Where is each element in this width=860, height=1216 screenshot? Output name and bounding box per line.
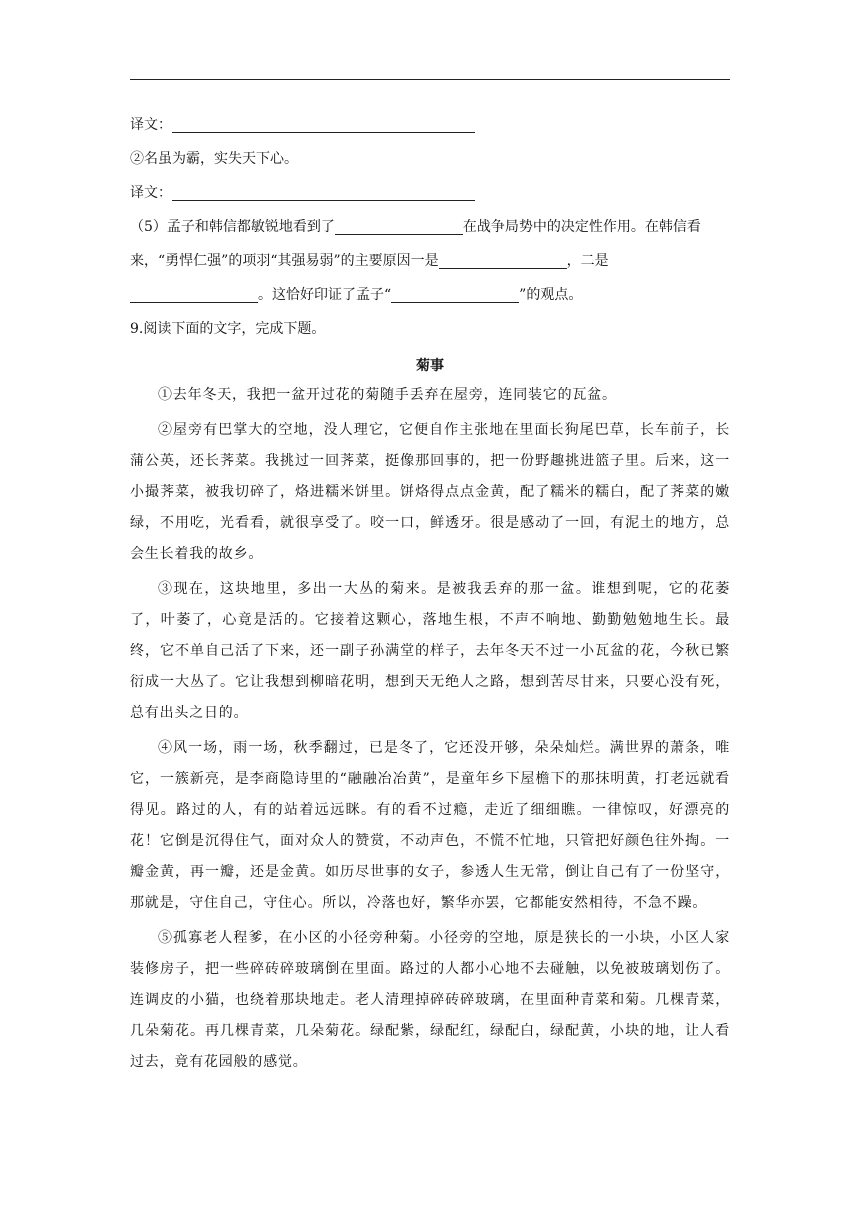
answer-blank[interactable] [172,182,475,201]
question-5-line-3: 。这恰好印证了孟子“ ”的观点。 [130,278,730,312]
answer-blank[interactable] [439,250,567,269]
translation-label: 译文： [130,117,172,133]
passage-paragraph-4: ④风一场，雨一场，秋季翻过，已是冬了，它还没开够，朵朵灿烂。满世界的萧条，唯它，一簇新亮，是李商隐诗里的“融融冶冶黄”，是童年乡下屋檐下的那抹明黄，打老远就看得见。路过的人，有的站着远远眯。有的看不过瘾，走近了细细瞧。一律惊叹，好漂亮的花！它倒是沉得住气，面对众人的赞赏，不动声色，不慌不忙地，只管把好颜色往外掏。一瓣金黄，再一瓣，还是金黄。如历尽世事的女子，参透人生无常，倒让自己有了一份坚守，那就是，守住自己，守住心。所以，冷落也好，繁华亦罢，它都能安然相待，不急不躁。 [130,740,730,911]
translation-line-1 [130,108,730,142]
passage-paragraph-1: ①去年冬天，我把一盆开过花的菊随手丢弃在屋旁，连同装它的瓦盆。 [158,387,617,403]
question-5-line-1: （5）孟子和韩信都敏锐地看到了 在战争局势中的决定性作用。在韩信看 [130,210,730,244]
answer-blank[interactable] [130,284,258,303]
passage-paragraph-5: ⑤孤寡老人程爹，在小区的小径旁种菊。小径旁的空地，原是狭长的一小块，小区人家装修房子，把一些碎砖碎玻璃倒在里面。路过的人都小心地不去碰触，以免被玻璃划伤了。连调皮的小猫，也绕着那块地走。老人清理掉碎砖碎玻璃，在里面种青菜和菊。几棵青菜，几朵菊花。再几棵青菜，几朵菊花。绿配紫，绿配红，绿配白，绿配黄，小块的地，让人看过去，竟有花园般的感觉。 [130,930,730,1070]
translation-line-2 [130,176,730,210]
document-body [130,108,730,1078]
answer-blank[interactable] [391,284,519,303]
passage-paragraph-3: ③现在，这块地里，多出一大丛的菊来。是被我丢弃的那一盆。谁想到呢，它的花萎了，叶萎了，心竟是活的。它接着这颗心，落地生根，不声不响地、勤勤勉勉地生长。最终，它不单自己活了下来，还一副子孙满堂的样子，去年冬天不过一小瓦盆的花，今秋已繁衍成一大丛了。它让我想到柳暗花明，想到天无绝人之路，想到苦尽甘来，只要心没有死，总有出头之日的。 [130,581,730,721]
question-9-prompt: 9.阅读下面的文字，完成下题。 [130,321,326,337]
translation-label: 译文： [130,185,172,201]
answer-blank[interactable] [172,114,475,133]
answer-blank[interactable] [335,216,463,235]
header-rule [130,79,730,80]
question-5-line-2: 来，“勇悍仁强”的项羽“其强易弱”的主要原因一是 ，二是 [130,244,730,278]
passage-title: 菊事 [416,358,444,374]
passage-paragraph-2: ②屋旁有巴掌大的空地，没人理它，它便自作主张地在里面长狗尾巴草，长车前子，长蒲公英，还长荠菜。我挑过一回荠菜，挺像那回事的，把一份野趣挑进篮子里。后来，这一小撮荠菜，被我切碎了，烙进糯米饼里。饼烙得点点金黄，配了糯米的糯白，配了荠菜的嫩绿，不用吃，光看看，就很享受了。咬一口，鲜透牙。很是感动了一回，有泥土的地方，总会生长着我的故乡。 [130,422,730,562]
classical-sentence-2: ②名虽为霸，实失天下心。 [130,151,298,167]
